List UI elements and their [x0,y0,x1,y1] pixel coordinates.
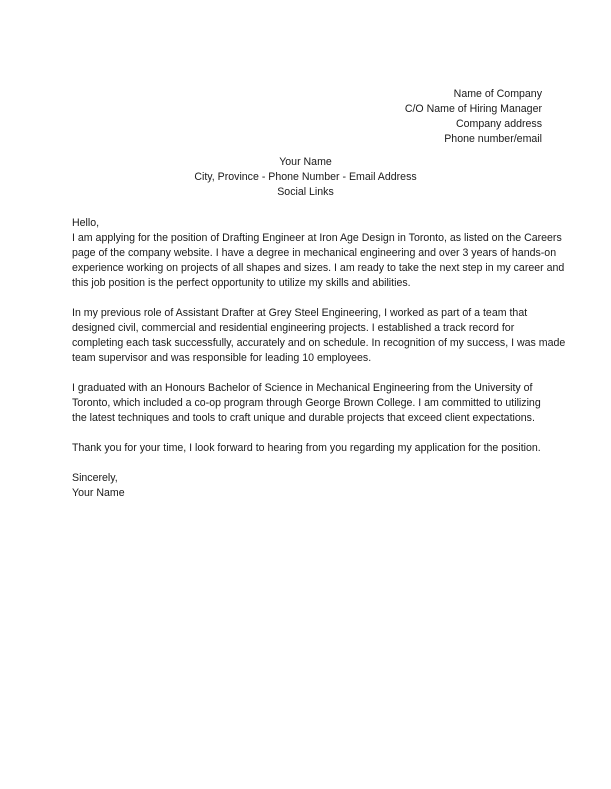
signature: Your Name [72,487,125,499]
paragraph-3 [72,381,548,426]
sender-name: Your Name [279,156,332,168]
recipient-hiring-manager: C/O Name of Hiring Manager [404,103,542,115]
paragraph-line: experience working on projects of all shapes and sizes. I am ready to take the next step in my career and [72,262,565,274]
sender-block [0,155,611,200]
paragraph-line: Thank you for your time, I look forward to hearing from you regarding my application for the position. [72,442,541,454]
recipient-address: Company address [456,118,542,130]
closing: Sincerely, [72,472,118,484]
greeting-text: Hello, [72,217,100,229]
paragraph-line: team supervisor and was responsible for leading 10 employees. [72,352,372,364]
paragraph-line: I am applying for the position of Drafting Engineer at Iron Age Design in Toronto, as listed on the Careers [72,232,562,244]
paragraph-1 [72,231,565,291]
paragraph-line: In my previous role of Assistant Drafter at Grey Steel Engineering, I worked as part of a team that [72,307,528,319]
sender-details: City, Province - Phone Number - Email Address [194,171,417,183]
paragraph-line: designed civil, commercial and residential engineering projects. I established a track record for [72,322,515,334]
letter-body [72,216,566,501]
paragraph-line: I graduated with an Honours Bachelor of Science in Mechanical Engineering from the University of [72,382,533,394]
paragraph-line: the latest techniques and tools to craft unique and durable projects that exceed client expectations. [72,412,535,424]
recipient-company: Name of Company [453,88,542,100]
recipient-contact: Phone number/email [444,133,542,145]
paragraph-4 [72,441,548,456]
recipient-block [405,87,542,147]
sender-social: Social Links [277,186,334,198]
paragraph-line: Toronto, which included a co-op program through George Brown College. I am committed to utilizing [72,397,541,409]
paragraph-line: this job position is the perfect opportunity to utilize my skills and abilities. [72,277,411,289]
closing-block [72,471,548,501]
greeting [72,216,548,231]
paragraph-line: completing each task successfully, accurately and on schedule. In recognition of my success, I was made [72,337,566,349]
paragraph-line: page of the company website. I have a degree in mechanical engineering and over 3 years of hands-on [72,247,557,259]
paragraph-2 [72,306,566,366]
